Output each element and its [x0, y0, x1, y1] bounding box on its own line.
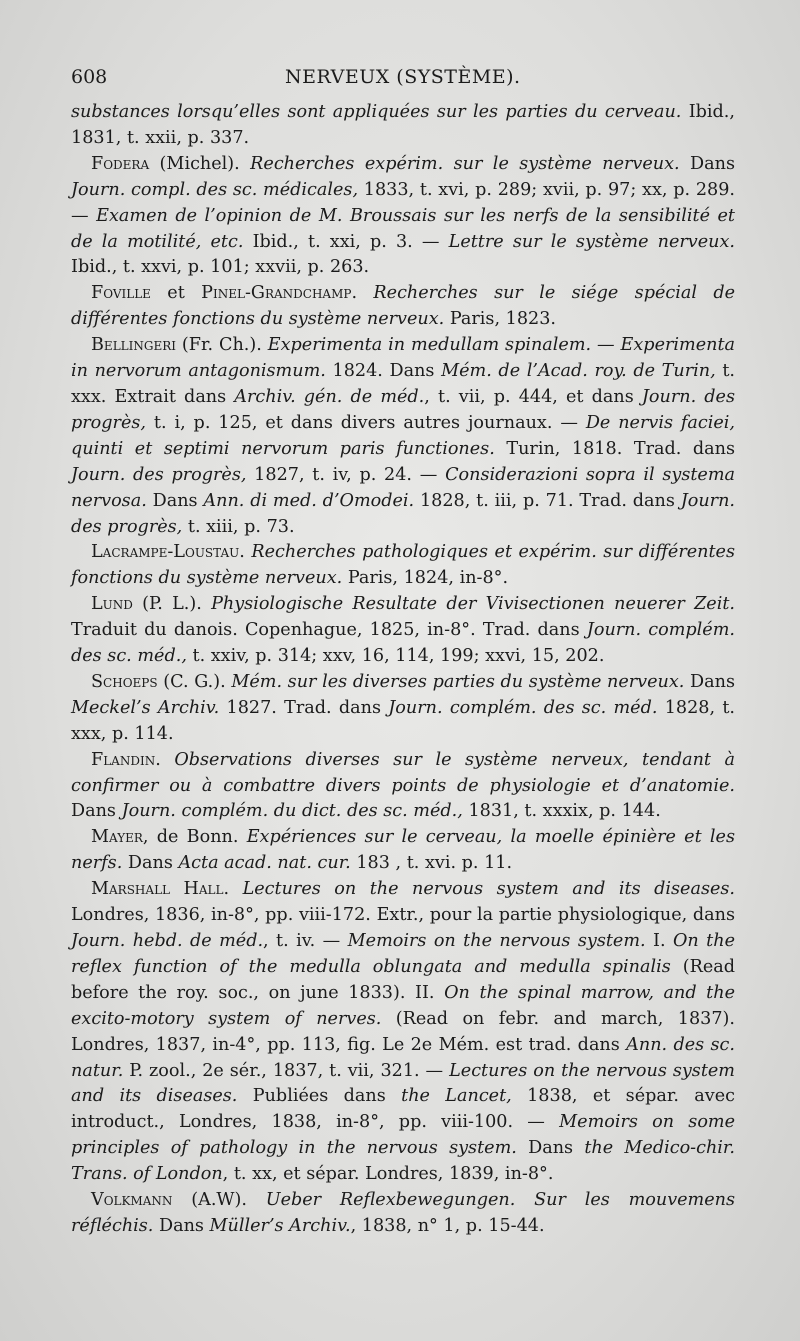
- author-name: Flandin: [91, 749, 156, 770]
- entry-text: 1833, t. xvi, p. 289; xvii, p. 97; xx, p. 289. —: [71, 179, 735, 226]
- bibliography-entry: [71, 333, 735, 540]
- author-name: Lacrampe-Loustau: [91, 542, 240, 563]
- entry-text: (A.W).: [172, 1190, 266, 1211]
- entry-text: .: [155, 749, 175, 770]
- entry-text: P. zool., 2e sér., 1837, t. vii, 321. —: [123, 1060, 450, 1081]
- entry-text: , t. iv. —: [263, 931, 348, 951]
- entry-text: Paris, 1824, in-8°.: [342, 568, 509, 589]
- work-title: Mém. sur les diverses parties du système nerveux.: [231, 671, 685, 692]
- work-title: Ann. di med. d’Omodei.: [203, 490, 415, 511]
- work-title: Lectures on the nervous system and its diseases.: [71, 1060, 735, 1107]
- entry-text: et: [150, 283, 202, 304]
- work-title: Archiv. gén. de méd.: [234, 386, 425, 407]
- entry-text: t. i, p. 125, et dans divers autres journaux. —: [145, 412, 586, 433]
- work-title: substances lorsqu’elles sont appliquées sur les parties du cerveau.: [71, 102, 682, 122]
- work-title: Ann. des sc. natur.: [71, 1034, 736, 1081]
- entry-text: , t. xx, et sépar. Londres, 1839, in-8°.: [222, 1164, 554, 1185]
- entry-text: 1824. Dans: [325, 361, 442, 382]
- entry-text: 1828, t. xxx, p. 114.: [71, 697, 735, 744]
- work-title: Journ. complém. des sc. méd.: [388, 697, 658, 718]
- author-name: Marshall Hall: [91, 879, 224, 900]
- entry-text: , 1838, n° 1, p. 15-44.: [350, 1215, 545, 1236]
- work-title: Journ. complém. des sc. méd.,: [71, 620, 735, 667]
- author-name: Fodera: [91, 153, 150, 174]
- entry-text: .: [351, 283, 374, 304]
- entry-text: (C. G.).: [157, 671, 232, 692]
- entry-text: Paris, 1823.: [444, 309, 557, 330]
- running-title: NERVEUX (SYSTÈME).: [285, 66, 521, 88]
- work-title: Lectures on the nervous system and its diseases.: [242, 879, 736, 900]
- entry-text: Dans: [71, 801, 122, 822]
- entry-text: Londres, 1836, in-8°, pp. viii-172. Extr., pour la partie physiologique, dans: [71, 905, 735, 926]
- bibliography-entry: [71, 670, 735, 748]
- entry-text: Dans: [516, 1138, 585, 1159]
- author-name: Pinel-Grandchamp: [201, 283, 352, 304]
- entry-text: 1831, t. xxxix, p. 144.: [462, 801, 661, 822]
- entry-text: .: [239, 542, 252, 563]
- entry-text: Dans: [684, 671, 735, 692]
- author-name: Volkmann: [91, 1190, 173, 1211]
- bibliography-entry: [71, 540, 735, 592]
- bibliography-entry: [71, 748, 735, 826]
- entry-text: Dans: [146, 490, 204, 511]
- author-name: Foville: [91, 283, 151, 304]
- entry-text: Dans: [679, 153, 735, 174]
- work-title: Lettre sur le système nerveux.: [448, 231, 735, 252]
- bibliography-entry: [71, 152, 735, 282]
- author-name: Bellingeri: [91, 335, 176, 356]
- entry-text: Dans: [153, 1215, 210, 1236]
- bibliography-entry: [71, 281, 735, 333]
- entry-text: (P. L.).: [132, 594, 212, 615]
- page-number: 608: [71, 66, 108, 88]
- work-title: Acta acad. nat. cur.: [178, 853, 351, 874]
- entry-text: 1828, t. iii, p. 71. Trad. dans: [414, 490, 681, 511]
- work-title: Considerazioni sopra il systema nervosa.: [71, 464, 736, 511]
- entry-text: (Michel).: [149, 153, 251, 174]
- bibliography-entry: [71, 592, 735, 670]
- entry-text: (Read before the roy. soc., on june 1833). II.: [71, 956, 735, 1003]
- entry-text: I.: [645, 931, 673, 951]
- work-title: the Lancet,: [401, 1086, 512, 1107]
- work-title: Recherches expérim. sur le système nerveux.: [250, 153, 680, 174]
- work-title: Ueber Reflexbewegungen. Sur les mouvemens réfléchis.: [71, 1190, 735, 1236]
- entry-text: Publiées dans: [237, 1086, 402, 1107]
- entry-text: Dans: [122, 853, 179, 874]
- entry-text: (Fr. Ch.).: [176, 335, 268, 356]
- bibliography-entry: [71, 100, 735, 152]
- work-title: Journ. des progrès,: [71, 490, 735, 537]
- bibliography-text: [71, 100, 735, 1240]
- entry-text: 1838, et sépar. avec introduct., Londres, 1838, in-8°, pp. viii-100. —: [71, 1086, 735, 1133]
- work-title: Observations diverses sur le système nerveux, tendant à confirmer ou à combattre divers points de physiologie et d’anatomie.: [71, 749, 735, 796]
- bibliography-entry: [71, 1188, 735, 1240]
- work-title: Expériences sur le cerveau, la moelle épinière et les nerfs.: [71, 827, 735, 874]
- work-title: Journ. des progrès,: [71, 464, 247, 485]
- entry-text: 1827. Trad. dans: [219, 697, 389, 718]
- entry-text: .: [223, 879, 243, 900]
- work-title: Meckel’s Archiv.: [71, 697, 220, 718]
- work-title: Recherches pathologiques et expérim. sur différentes fonctions du système nerveux.: [71, 542, 736, 589]
- entry-text: Ibid., t. xxvi, p. 101; xxvii, p. 263.: [71, 257, 370, 278]
- entry-text: t. xiii, p. 73.: [182, 516, 295, 537]
- work-title: On the spinal marrow, and the excito-motory system of nerves.: [71, 982, 735, 1029]
- page-header: [71, 66, 735, 94]
- work-title: De nervis faciei, quinti et septimi nervorum paris functiones.: [71, 412, 735, 459]
- work-title: Memoirs on some principles of pathology in the nervous system.: [71, 1112, 736, 1159]
- work-title: Mém. de l’Acad. roy. de Turin,: [441, 361, 716, 382]
- work-title: Müller’s Archiv.: [209, 1215, 351, 1236]
- work-title: Journ. complém. du dict. des sc. méd.,: [121, 801, 463, 822]
- author-name: Schoeps: [91, 671, 158, 692]
- entry-text: , t. vii, p. 444, et dans: [424, 386, 642, 407]
- entry-text: Ibid., t. xxi, p. 3. —: [243, 231, 449, 252]
- work-title: Physiologische Resultate der Vivisectionen neuerer Zeit.: [211, 594, 735, 615]
- entry-text: Turin, 1818. Trad. dans: [494, 438, 735, 459]
- work-title: Journ. des progrès,: [71, 386, 736, 433]
- entry-text: (Read on febr. and march, 1837). Londres, 1837, in-4°, pp. 113, fig. Le 2e Mém. est trad. dans: [71, 1008, 735, 1055]
- entry-text: Traduit du danois. Copenhague, 1825, in-8°. Trad. dans: [71, 620, 587, 641]
- author-name: Mayer: [91, 827, 143, 848]
- entry-text: Ibid., 1831, t. xxii, p. 337.: [71, 102, 735, 148]
- work-title: Recherches sur le siége spécial de différentes fonctions du système nerveux.: [71, 283, 736, 330]
- work-title: Examen de l’opinion de M. Broussais sur les nerfs de la sensibilité et de la motilité, etc.: [71, 205, 735, 252]
- entry-text: 183 , t. xvi. p. 11.: [350, 853, 513, 874]
- bibliography-entry: [71, 877, 735, 1188]
- bibliography-entry: [71, 825, 735, 877]
- entry-text: , de Bonn.: [142, 827, 247, 848]
- work-title: Journ. hebd. de méd.: [71, 931, 264, 951]
- entry-text: 1827, t. iv, p. 24. —: [246, 464, 446, 485]
- work-title: Memoirs on the nervous system.: [347, 931, 646, 951]
- entry-text: t. xxx. Extrait dans: [71, 361, 735, 407]
- entry-text: t. xxiv, p. 314; xxv, 16, 114, 199; xxvi, 15, 202.: [186, 646, 605, 667]
- author-name: Lund: [91, 594, 133, 615]
- work-title: Journ. compl. des sc. médicales,: [71, 179, 359, 200]
- work-title: the Medico-chir. Trans. of London: [71, 1138, 736, 1185]
- work-title: Experimenta in medullam spinalem. — Experimenta in nervorum antagonismum.: [71, 335, 735, 382]
- work-title: On the reflex function of the medulla oblungata and medulla spinalis: [71, 931, 735, 977]
